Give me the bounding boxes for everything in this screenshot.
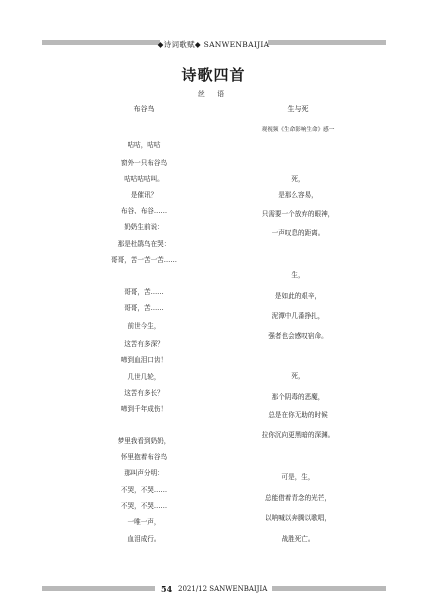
poem2-line: 是如此的艰辛，: [274, 292, 322, 300]
poem2-epigraph: 观视频《生命影响生命》感一: [261, 127, 335, 133]
poem2-line: 战胜死亡。: [281, 535, 315, 543]
poem2-line: 只需要一个放弃的眼神，: [261, 210, 335, 218]
poem-column-1: [64, 0, 224, 603]
poem1-line: 奶奶生前说：: [124, 223, 164, 231]
poem1-line: 那是杜鹃鸟在哭：: [117, 240, 171, 248]
poem1-line: 前世今生，: [127, 322, 161, 330]
page-title: 诗歌四首: [181, 66, 246, 84]
poem1-line: 咕咕，咕咕: [127, 141, 161, 149]
poem2-line: 总是在你无助的时候: [268, 411, 328, 419]
poem1-line: 梦里我看到奶奶，: [117, 437, 171, 445]
poem2-line: 泥潭中几番挣扎，: [271, 312, 325, 320]
poem1-line: 哥哥，苦……: [124, 304, 164, 312]
poem1-line: 布谷、布谷……: [120, 207, 168, 215]
poem2-line: 一声叹息的距离。: [271, 229, 325, 237]
poem1-line: 是催讯？: [130, 191, 158, 199]
poem1-line: 哥哥，苦……: [124, 288, 164, 296]
poem1-line: 不哭，不哭……: [120, 502, 168, 510]
poem1-line: 啼到千年成伤！: [120, 405, 168, 413]
footer-bar-right: [272, 586, 386, 591]
poem2-line: 可是，生，: [281, 473, 315, 481]
poem1-line: 几世几轮，: [127, 373, 161, 381]
poem1-line: 一唯一声，: [127, 518, 161, 526]
poem2-line: 生，: [291, 271, 305, 279]
poem1-line: 这苦有多长？: [124, 389, 164, 397]
poem2-line: 拉你沉向更黑暗的深渊。: [261, 431, 335, 439]
poem1-line: 那叫声分明：: [124, 469, 164, 477]
poem1-line: 哥哥，苦一苦一苦……: [111, 256, 177, 264]
poem1-line: 窗外一只布谷鸟: [120, 159, 168, 167]
poem1-line: 不哭，不哭……: [120, 486, 168, 494]
poem2-line: 死，: [291, 372, 305, 380]
poem2-line: 总能借着青念的光芒，: [265, 494, 331, 502]
footer-bar-left: [42, 586, 155, 591]
poem2-title: 生与死: [287, 105, 309, 113]
poem-column-2: [218, 0, 378, 603]
poem1-line: 怀里抱着布谷鸟: [120, 453, 168, 461]
poem2-line: 是那么容易，: [278, 191, 318, 199]
page-number: 54: [161, 584, 173, 594]
section-header: ◆诗词歌赋◆ SANWENBAIJIA: [157, 40, 270, 49]
poem2-line: 死，: [291, 175, 305, 183]
poem1-line: 啼到血泪口齿！: [120, 356, 168, 364]
poem1-line: 血泪成行。: [127, 535, 161, 543]
poem2-line: 强者也会感叹宿命。: [268, 332, 328, 340]
poem1-title: 布谷鸟: [133, 105, 155, 113]
footer-issue: 2021/12 SANWENBAIJIA: [178, 585, 268, 593]
author-name: 丝 语: [197, 90, 230, 98]
poem2-line: 那个阴毒的恶魔，: [271, 393, 325, 401]
poem1-line: 这苦有多深？: [124, 340, 164, 348]
poem2-line: 以呐喊以奔腾以歌唱，: [265, 514, 331, 522]
poem1-line: 咕咕咕咕叫。: [124, 175, 164, 183]
